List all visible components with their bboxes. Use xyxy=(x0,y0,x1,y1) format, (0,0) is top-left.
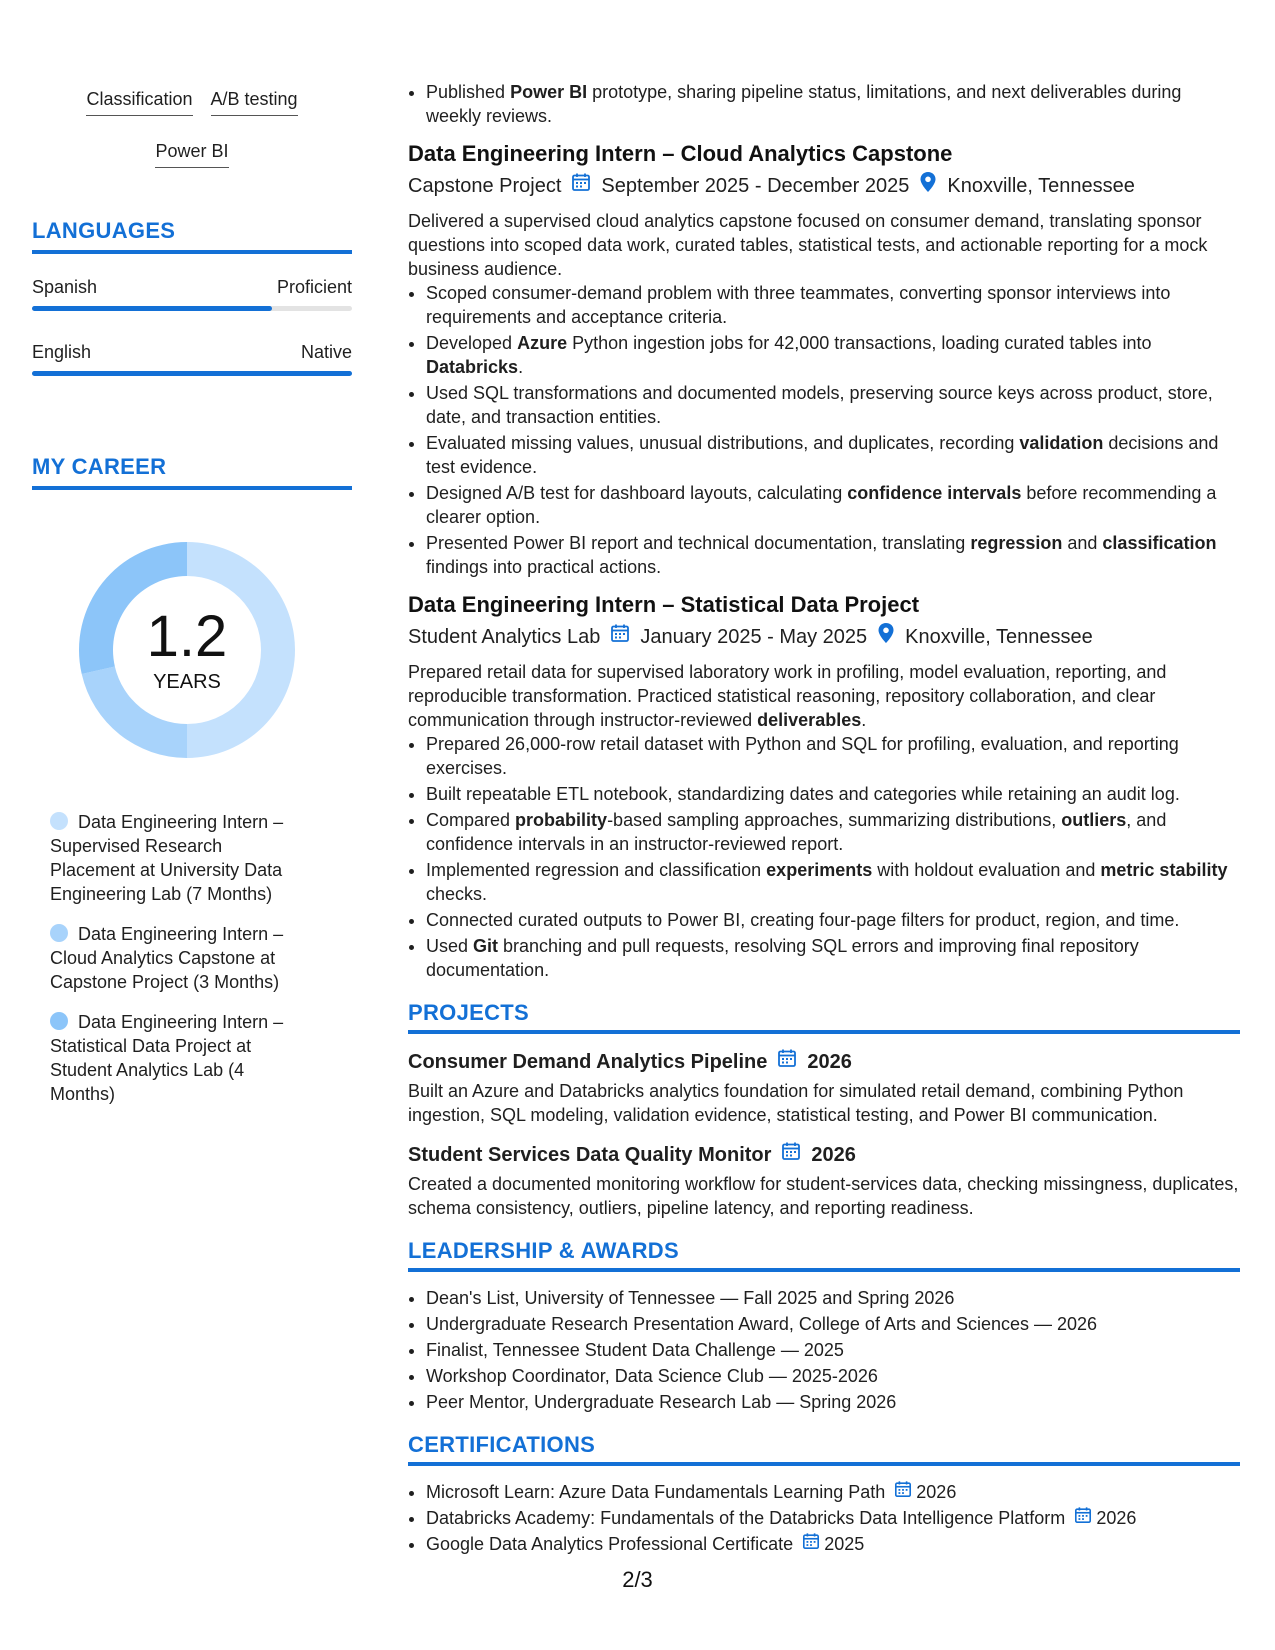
project-year: 2026 xyxy=(811,1143,856,1166)
calendar-icon xyxy=(894,1480,912,1504)
previous-job-bullets xyxy=(408,80,1240,128)
job-bullet: • Designed A/B test for dashboard layouts, calculating confidence intervals before recommending a clearer option. xyxy=(426,481,1240,529)
skill-tag: Classification xyxy=(86,80,192,116)
certification-year: 2026 xyxy=(1096,1508,1137,1528)
page-number: 2/3 xyxy=(622,1567,653,1592)
language-proficiency-fill xyxy=(32,371,352,376)
certifications-heading: CERTIFICATIONS xyxy=(408,1432,1240,1466)
certification-name: Databricks Academy: Fundamentals of the Databricks Data Intelligence Platform xyxy=(426,1508,1066,1528)
job-meta xyxy=(408,622,1240,652)
project-description: Created a documented monitoring workflow for student-services data, checking missingness, duplicates, schema consistency, outliers, pipeline latency, and reporting readiness. xyxy=(408,1174,1239,1218)
language-item xyxy=(32,341,352,376)
job-location: Knoxville, Tennessee xyxy=(905,626,1093,648)
career-legend-text: Data Engineering Intern – Cloud Analytics Capstone at Capstone Project (3 Months) xyxy=(50,924,284,992)
calendar-icon xyxy=(781,1141,801,1168)
project-entry xyxy=(408,1048,1240,1127)
job-location: Knoxville, Tennessee xyxy=(947,175,1135,197)
language-proficiency-fill xyxy=(32,306,272,311)
job-dates: September 2025 - December 2025 xyxy=(601,175,910,197)
certification-item xyxy=(426,1532,1240,1556)
languages-heading: LANGUAGES xyxy=(32,218,352,254)
career-legend-text: Data Engineering Intern – Statistical Data Project at Student Analytics Lab (4 Months) xyxy=(50,1012,284,1104)
calendar-icon xyxy=(610,623,630,651)
projects-heading: PROJECTS xyxy=(408,1000,1240,1034)
career-legend-item xyxy=(50,1010,312,1106)
job-meta xyxy=(408,171,1240,201)
certification-name: Microsoft Learn: Azure Data Fundamentals Learning Path xyxy=(426,1482,886,1502)
leadership-heading: LEADERSHIP & AWARDS xyxy=(408,1238,1240,1272)
language-level: Proficient xyxy=(276,277,352,297)
main-content xyxy=(408,80,1240,1558)
language-item xyxy=(32,276,352,311)
calendar-icon xyxy=(571,172,591,200)
calendar-icon xyxy=(1074,1506,1092,1530)
skill-tag: Power BI xyxy=(155,132,228,168)
career-legend-item xyxy=(50,922,312,994)
job-description: Prepared retail data for supervised laboratory work in profiling, model evaluation, reporting, and reproducible transformation. Practiced statistical reasoning, repository collaboration, and clear communication through instructor-reviewed deliverables. xyxy=(408,662,1167,730)
leadership-item: • Undergraduate Research Presentation Award, College of Arts and Sciences — 2026 xyxy=(426,1312,1240,1336)
language-name: English xyxy=(32,342,92,362)
job-bullet: • Used Git branching and pull requests, resolving SQL errors and improving final repository documentation. xyxy=(426,934,1240,982)
job-bullet: • Evaluated missing values, unusual distributions, and duplicates, recording validation decisions and test evidence. xyxy=(426,431,1240,479)
job-bullet: • Presented Power BI report and technical documentation, translating regression and classification findings into practical actions. xyxy=(426,531,1240,579)
career-donut-chart xyxy=(67,530,307,770)
language-level: Native xyxy=(300,342,352,362)
legend-dot-icon xyxy=(50,924,68,942)
career-heading: MY CAREER xyxy=(32,454,352,490)
job-bullet: • Connected curated outputs to Power BI, creating four-page filters for product, region, and time. xyxy=(426,908,1240,932)
career-legend-item xyxy=(50,810,312,906)
job-organization: Capstone Project xyxy=(408,175,562,197)
career-legend-text: Data Engineering Intern – Supervised Research Placement at University Data Engineering Lab (7 Months) xyxy=(50,812,284,904)
legend-dot-icon xyxy=(50,812,68,830)
legend-dot-icon xyxy=(50,1012,68,1030)
career-total-unit: YEARS xyxy=(153,670,221,693)
certification-item xyxy=(426,1480,1240,1504)
career-legend xyxy=(32,810,312,1106)
leadership-item: • Peer Mentor, Undergraduate Research Lab — Spring 2026 xyxy=(426,1390,1240,1414)
language-name: Spanish xyxy=(32,277,98,297)
job-bullet: • Scoped consumer-demand problem with three teammates, converting sponsor interviews into requirements and acceptance criteria. xyxy=(426,281,1240,329)
leadership-item: • Dean's List, University of Tennessee — Fall 2025 and Spring 2026 xyxy=(426,1286,1240,1310)
job-entry xyxy=(408,591,1240,982)
location-pin-icon xyxy=(877,622,895,652)
job-bullets xyxy=(408,281,1240,579)
job-title: Data Engineering Intern – Cloud Analytics Capstone xyxy=(408,141,953,166)
job-bullet: • Prepared 26,000-row retail dataset with Python and SQL for profiling, evaluation, and reporting exercises. xyxy=(426,732,1240,780)
language-proficiency-bar xyxy=(32,371,352,376)
job-bullet: • Developed Azure Python ingestion jobs for 42,000 transactions, loading curated tables into Databricks. xyxy=(426,331,1240,379)
job-bullet: • Used SQL transformations and documented models, preserving source keys across product, store, date, and transaction entities. xyxy=(426,381,1240,429)
job-dates: January 2025 - May 2025 xyxy=(640,626,868,648)
certifications-list xyxy=(408,1480,1240,1556)
job-bullet: • Built repeatable ETL notebook, standardizing dates and categories while retaining an audit log. xyxy=(426,782,1240,806)
certification-item xyxy=(426,1506,1240,1530)
job-bullet: • Published Power BI prototype, sharing pipeline status, limitations, and next deliverables during weekly reviews. xyxy=(426,80,1240,128)
project-year: 2026 xyxy=(807,1050,852,1073)
certification-year: 2025 xyxy=(824,1534,865,1554)
job-bullet: • Compared probability-based sampling approaches, summarizing distributions, outliers, and confidence intervals in an instructor-reviewed report. xyxy=(426,808,1240,856)
job-bullets xyxy=(408,732,1240,982)
job-entry xyxy=(408,140,1240,579)
left-sidebar xyxy=(32,80,352,1122)
project-description: Built an Azure and Databricks analytics foundation for simulated retail demand, combining Python ingestion, SQL modeling, validation evidence, statistical testing, and Power BI communication. xyxy=(408,1081,1184,1125)
skill-tags xyxy=(32,80,352,184)
job-title: Data Engineering Intern – Statistical Data Project xyxy=(408,592,920,617)
project-name: Consumer Demand Analytics Pipeline xyxy=(408,1050,768,1073)
certification-name: Google Data Analytics Professional Certificate xyxy=(426,1534,794,1554)
skill-tag: A/B testing xyxy=(211,80,298,116)
leadership-item: • Workshop Coordinator, Data Science Club — 2025-2026 xyxy=(426,1364,1240,1388)
job-description: Delivered a supervised cloud analytics capstone focused on consumer demand, translating sponsor questions into scoped data work, curated tables, statistical tests, and actionable reporting for a mock business audience. xyxy=(408,211,1208,279)
job-organization: Student Analytics Lab xyxy=(408,626,601,648)
project-entry xyxy=(408,1141,1240,1220)
certification-year: 2026 xyxy=(916,1482,957,1502)
job-bullet: • Implemented regression and classification experiments with holdout evaluation and metric stability checks. xyxy=(426,858,1240,906)
location-pin-icon xyxy=(919,171,937,201)
project-name: Student Services Data Quality Monitor xyxy=(408,1143,772,1166)
leadership-item: • Finalist, Tennessee Student Data Challenge — 2025 xyxy=(426,1338,1240,1362)
language-proficiency-bar xyxy=(32,306,352,311)
calendar-icon xyxy=(777,1048,797,1075)
leadership-list xyxy=(408,1286,1240,1414)
career-total-value: 1.2 xyxy=(146,603,228,669)
calendar-icon xyxy=(802,1532,820,1556)
